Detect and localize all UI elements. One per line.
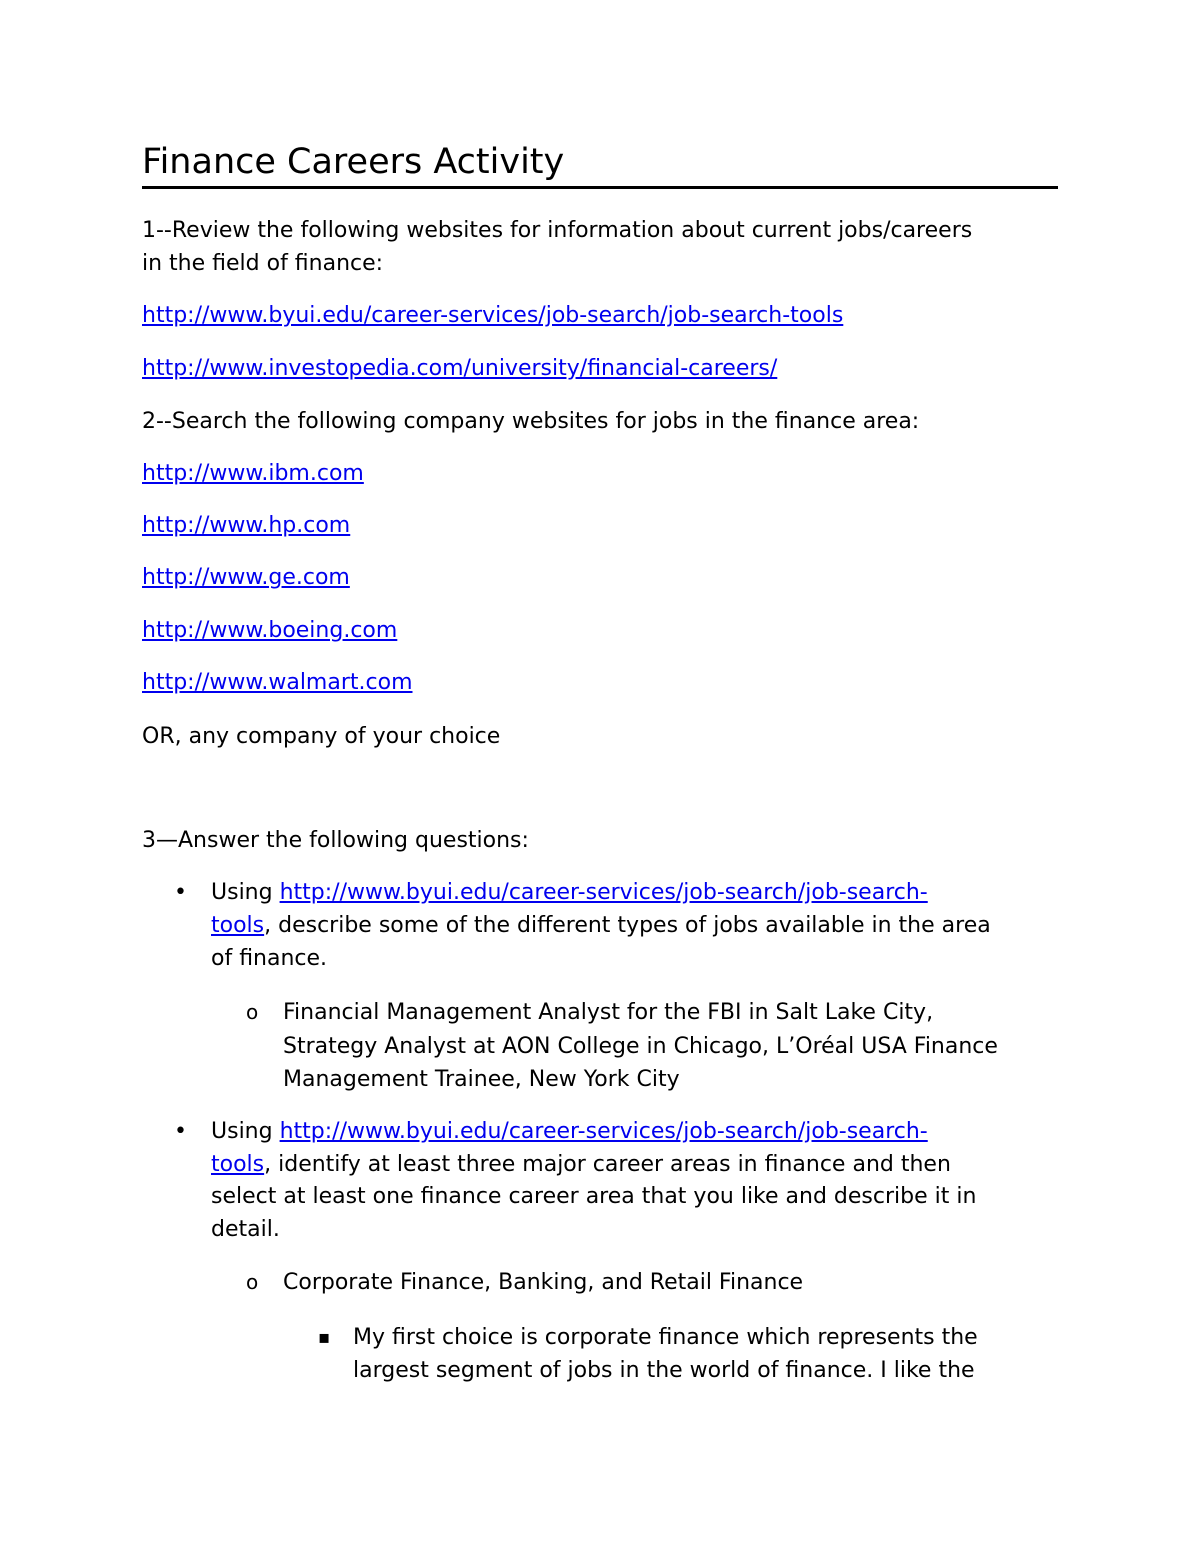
q1-link-continued[interactable]: tools: [211, 913, 265, 938]
q1-link[interactable]: http://www.byui.edu/career-services/job-search/job-search-: [279, 880, 928, 905]
q1-answer-line2: Strategy Analyst at AON College in Chicago, L’Oréal USA Finance: [283, 1034, 998, 1059]
square-marker: ▪: [318, 1327, 331, 1348]
ibm-link[interactable]: http://www.ibm.com: [142, 461, 364, 486]
bullet-marker: •: [174, 880, 187, 905]
q2-text: , identify at least three major career areas in finance and then: [264, 1152, 951, 1177]
q1-prefix: Using: [211, 880, 280, 905]
investopedia-link[interactable]: http://www.investopedia.com/university/financial-careers/: [142, 356, 778, 381]
byui-link[interactable]: http://www.byui.edu/career-services/job-search/job-search-tools: [142, 303, 844, 328]
step3-heading: 3—Answer the following questions:: [142, 828, 529, 853]
q1-text: , describe some of the different types of jobs available in the area: [264, 913, 991, 938]
q1-line3: of finance.: [211, 946, 328, 971]
q1-line1: [211, 876, 928, 909]
q2-prefix: Using: [211, 1119, 280, 1144]
ge-link[interactable]: http://www.ge.com: [142, 565, 350, 590]
q2-line1: [211, 1115, 928, 1148]
q2-detail-line1: My first choice is corporate finance which represents the: [353, 1325, 978, 1350]
q2-detail-line2: largest segment of jobs in the world of finance. I like the: [353, 1358, 975, 1383]
q2-line4: detail.: [211, 1217, 280, 1242]
boeing-link[interactable]: http://www.boeing.com: [142, 618, 398, 643]
q1-answer-line1: Financial Management Analyst for the FBI in Salt Lake City,: [283, 1000, 934, 1025]
q1-answer-line3: Management Trainee, New York City: [283, 1067, 680, 1092]
step1-text-line1: 1--Review the following websites for information about current jobs/careers: [142, 218, 973, 243]
circle-marker: o: [246, 1000, 259, 1024]
step1-text-line2: in the field of finance:: [142, 251, 384, 276]
q2-line3: select at least one finance career area that you like and describe it in: [211, 1184, 977, 1209]
hp-link[interactable]: http://www.hp.com: [142, 513, 351, 538]
q2-link[interactable]: http://www.byui.edu/career-services/job-search/job-search-: [279, 1119, 928, 1144]
step2-text: 2--Search the following company websites for jobs in the finance area:: [142, 409, 920, 434]
circle-marker: o: [246, 1270, 259, 1294]
q2-link-continued[interactable]: tools: [211, 1152, 265, 1177]
q1-line2: [211, 909, 991, 942]
page-title: Finance Careers Activity: [142, 140, 1058, 189]
q2-line2: [211, 1148, 951, 1181]
bullet-marker: •: [174, 1119, 187, 1144]
walmart-link[interactable]: http://www.walmart.com: [142, 670, 413, 695]
step2-or-text: OR, any company of your choice: [142, 724, 501, 749]
q2-answer: Corporate Finance, Banking, and Retail Finance: [283, 1270, 804, 1295]
